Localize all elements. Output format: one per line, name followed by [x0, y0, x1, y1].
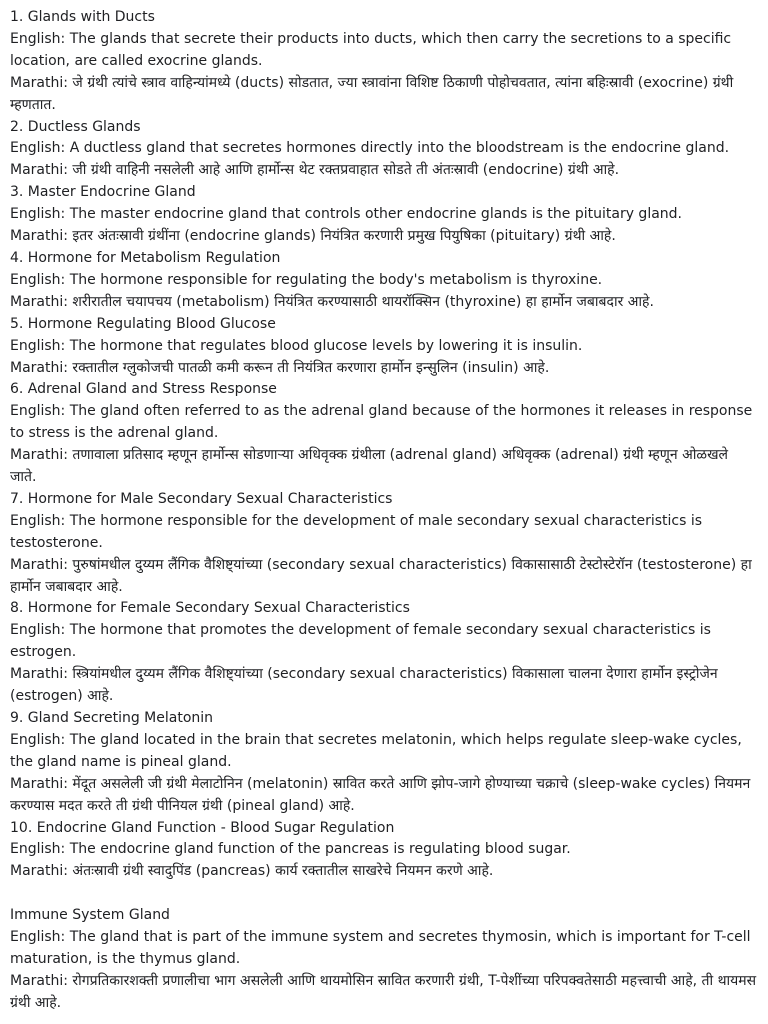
item-heading: 8. Hormone for Female Secondary Sexual Characteristics [10, 600, 410, 617]
item-5 [10, 314, 758, 380]
english-text: English: The hormone responsible for regulating the body's metabolism is thyroxine. [10, 271, 603, 288]
blank-line [10, 883, 758, 905]
item-1 [10, 7, 758, 117]
marathi-text: Marathi: पुरुषांमधील दुय्यम लैंगिक वैशिष्ट्यांच्या (secondary sexual characteristics) विकासासाठी टेस्टोस्टेरॉन (testosterone) हा हार्मोन जबाबदार आहे. [10, 556, 752, 595]
item-heading: 6. Adrenal Gland and Stress Response [10, 381, 277, 398]
english-text: English: The gland often referred to as the adrenal gland because of the hormones it releases in response to stress is the adrenal gland. [10, 403, 753, 442]
item-2 [10, 117, 758, 183]
english-text: English: The hormone that regulates blood glucose levels by lowering it is insulin. [10, 337, 583, 354]
english-text: English: The glands that secrete their products into ducts, which then carry the secretions to a specific location, are called exocrine glands. [10, 30, 732, 69]
marathi-text: Marathi: अंतःस्रावी ग्रंथी स्वादुपिंड (pancreas) कार्य रक्तातील साखरेचे नियमन करणे आहे. [10, 863, 494, 880]
item-heading: 9. Gland Secreting Melatonin [10, 710, 214, 726]
english-text: English: The gland located in the brain that secretes melatonin, which helps regulate sleep-wake cycles, the gland name is pineal gland. [10, 731, 742, 770]
item-7 [10, 489, 758, 599]
english-text: English: The hormone that promotes the development of female secondary sexual characteristics is estrogen. [10, 622, 711, 661]
marathi-text: Marathi: तणावाला प्रतिसाद म्हणून हार्मोन्स सोडणाऱ्या अधिवृक्क ग्रंथीला (adrenal gland) अधिवृक्क (adrenal) ग्रंथी म्हणून ओळखले जाते. [10, 447, 729, 486]
marathi-text: Marathi: रक्तातील ग्लुकोजची पातळी कमी करून ती नियंत्रित करणारा हार्मोन इन्सुलिन (insulin) आहे. [10, 359, 550, 376]
item-3 [10, 182, 758, 248]
marathi-text: Marathi: रोगप्रतिकारशक्ती प्रणालीचा भाग असलेली आणि थायमोसिन स्रावित करणारी ग्रंथी, T-पेशींच्या परिपक्वतेसाठी महत्त्वाची आहे, ती थायमस ग्रंथी आहे. [10, 972, 757, 1011]
marathi-text: Marathi: मेंदूत असलेली जी ग्रंथी मेलाटोनिन (melatonin) स्रावित करते आणि झोप-जागे होण्याच्या चक्राचे (sleep-wake cycles) नियमन करण्यास मदत करते ती ग्रंथी पीनियल ग्रंथी (pineal gland) आहे. [10, 775, 751, 814]
english-text: English: The master endocrine gland that controls other endocrine glands is the pituitary gland. [10, 206, 682, 223]
marathi-text: Marathi: जे ग्रंथी त्यांचे स्त्राव वाहिन्यांमध्ये (ducts) सोडतात, ज्या स्त्रावांना विशिष्ट ठिकाणी पोहोचवतात, त्यांना बहिःस्रावी (exocrine) ग्रंथी म्हणतात. [10, 74, 734, 113]
marathi-text: Marathi: जी ग्रंथी वाहिनी नसलेली आहे आणि हार्मोन्स थेट रक्तप्रवाहात सोडते ती अंतःस्रावी (endocrine) ग्रंथी आहे. [10, 162, 620, 179]
item-heading: 5. Hormone Regulating Blood Glucose [10, 315, 276, 332]
english-text: English: The gland that is part of the immune system and secretes thymosin, which is important for T-cell maturation, is the thymus gland. [10, 929, 751, 967]
item-9 [10, 708, 758, 818]
item-heading: 4. Hormone for Metabolism Regulation [10, 249, 281, 266]
item-immune-system [10, 905, 758, 1015]
item-heading: 3. Master Endocrine Gland [10, 184, 196, 201]
item-heading: 10. Endocrine Gland Function - Blood Sugar Regulation [10, 819, 395, 836]
marathi-text: Marathi: शरीरातील चयापचय (metabolism) नियंत्रित करण्यासाठी थायरॉक्सिन (thyroxine) हा हार्मोन जबाबदार आहे. [10, 293, 654, 310]
marathi-text: Marathi: स्त्रियांमधील दुय्यम लैंगिक वैशिष्ट्यांच्या (secondary sexual characteristics) विकासाला चालना देणारा हार्मोन इस्ट्रोजेन (estrogen) आहे. [10, 666, 718, 705]
item-heading: 1. Glands with Ducts [10, 9, 155, 25]
marathi-text: Marathi: इतर अंतःस्रावी ग्रंथींना (endocrine glands) नियंत्रित करणारी प्रमुख पियुषिका (pituitary) ग्रंथी आहे. [10, 228, 616, 245]
item-8 [10, 598, 758, 708]
item-heading: 7. Hormone for Male Secondary Sexual Characteristics [10, 490, 393, 507]
item-10 [10, 818, 758, 884]
english-text: English: The hormone responsible for the development of male secondary sexual characteristics is testosterone. [10, 512, 703, 551]
item-4 [10, 248, 758, 314]
english-text: English: The endocrine gland function of the pancreas is regulating blood sugar. [10, 841, 571, 858]
item-heading: Immune System Gland [10, 907, 170, 924]
item-heading: 2. Ductless Glands [10, 118, 141, 135]
english-text: English: A ductless gland that secretes hormones directly into the bloodstream is the endocrine gland. [10, 140, 730, 157]
item-6 [10, 379, 758, 489]
